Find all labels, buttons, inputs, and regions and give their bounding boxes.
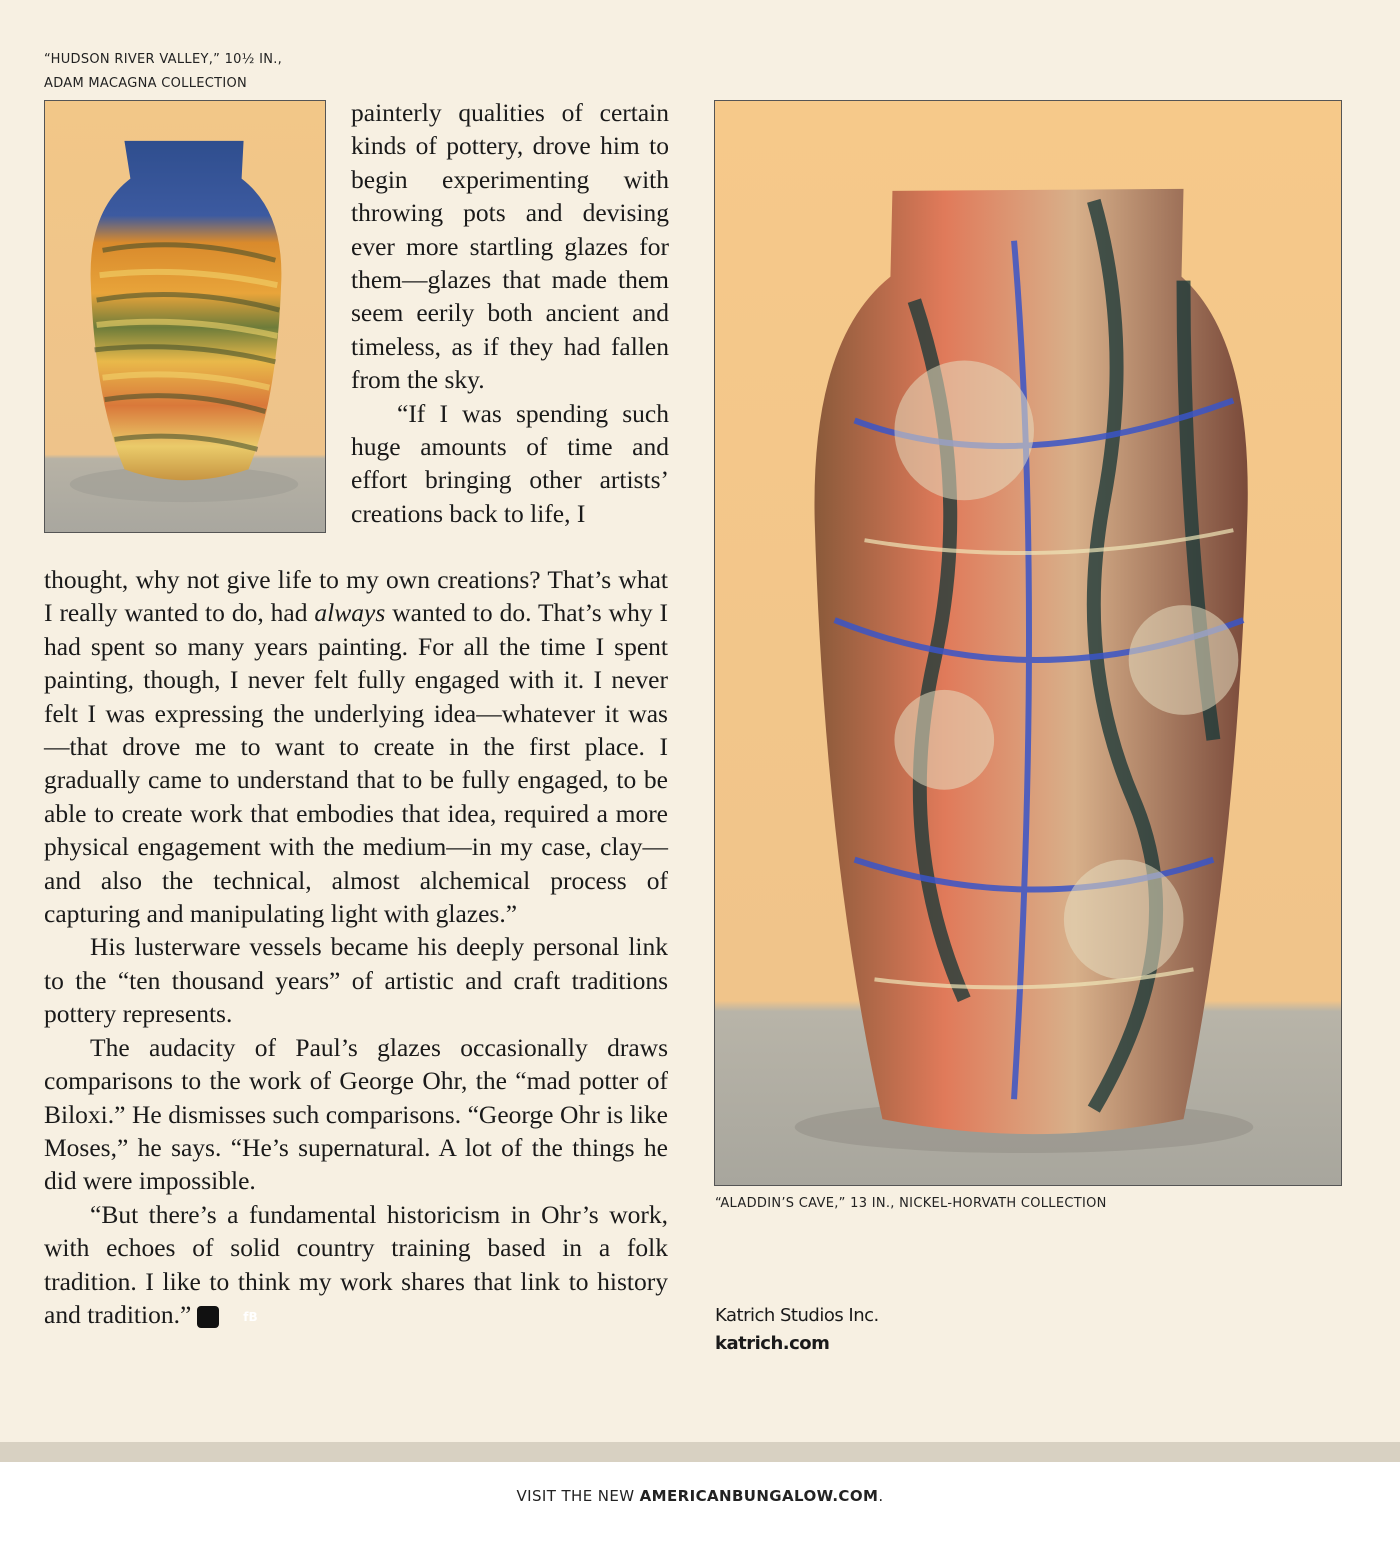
footer-suffix: . [878, 1487, 884, 1505]
hudson-river-valley-vase-photo [44, 100, 326, 533]
footer-prefix: VISIT THE NEW [516, 1487, 640, 1505]
article-paragraph-final [44, 1198, 668, 1332]
article-paragraph: “If I was spending such huge amounts of time and effort bringing other artists’ creations back to life, I [351, 398, 669, 528]
vase-illustration [45, 101, 325, 532]
article-column-narrow [351, 96, 669, 530]
article-column-wide [44, 563, 668, 1331]
article-paragraph: The audacity of Paul’s glazes occasionally draws comparisons to the work of George Ohr, the “mad potter of Biloxi.” He dismisses such comparisons. “George Ohr is like Moses,” he says. “He’s supernatural. A lot of the things he did were impossible. [44, 1032, 668, 1196]
caption-title-line: “HUDSON RIVER VALLEY,” 10½ IN., [44, 52, 283, 67]
photo-caption-aladdin: “ALADDIN’S CAVE,” 13 IN., NICKEL-HORVATH COLLECTION [715, 1196, 1107, 1211]
studio-name: Katrich Studios Inc. [715, 1305, 879, 1326]
end-of-article-icon: fB [197, 1306, 219, 1328]
text-run: wanted to do. That’s why I had spent so many years painting. For all the time I spent painting, though, I never felt fully engaged with it. I never felt I was expressing the underlying idea—whatever it was—that drove me to want to create in the first place. I gradually came to understand that to be fully engaged, to be able to create work that embodies that idea, required a more physical engagement with the medium—in my case, clay—and also the technical, almost alchemical process of capturing and manipulating light with glazes.” [44, 598, 669, 929]
caption-collection-line: ADAM MACAGNA COLLECTION [44, 76, 248, 91]
aladdins-cave-vase-photo [714, 100, 1342, 1186]
vase-illustration [715, 101, 1341, 1185]
article-paragraph: painterly qualities of certain kinds of pottery, drove him to begin experimenting with throwing pots and devising ever more startling glazes for them—glazes that made them seem eerily both ancient and timeless, as if they had fallen from the sky. [351, 98, 669, 395]
text-run: “But there’s a fundamental historicism in Ohr’s work, with echoes of solid country training based in a folk tradition. I like to think my work shares that link to history and tradition.” [44, 1199, 668, 1329]
text-run: thought, why not give life to my own creations? That’s what I really wanted to do, had [44, 565, 668, 628]
article-paragraph-continued [44, 563, 668, 930]
photo-caption-hudson [44, 48, 282, 96]
article-paragraph: His lusterware vessels became his deeply personal link to the “ten thousand years” of artistic and craft traditions pottery represents. [44, 932, 668, 1029]
emphasis-always: always [314, 598, 386, 628]
studio-website-link[interactable]: katrich.com [715, 1333, 830, 1354]
footer-divider-band [0, 1442, 1400, 1462]
footer-site-link[interactable]: AMERICANBUNGALOW.COM [639, 1487, 879, 1505]
footer-promo [0, 1487, 1400, 1505]
artist-credit [715, 1302, 879, 1358]
